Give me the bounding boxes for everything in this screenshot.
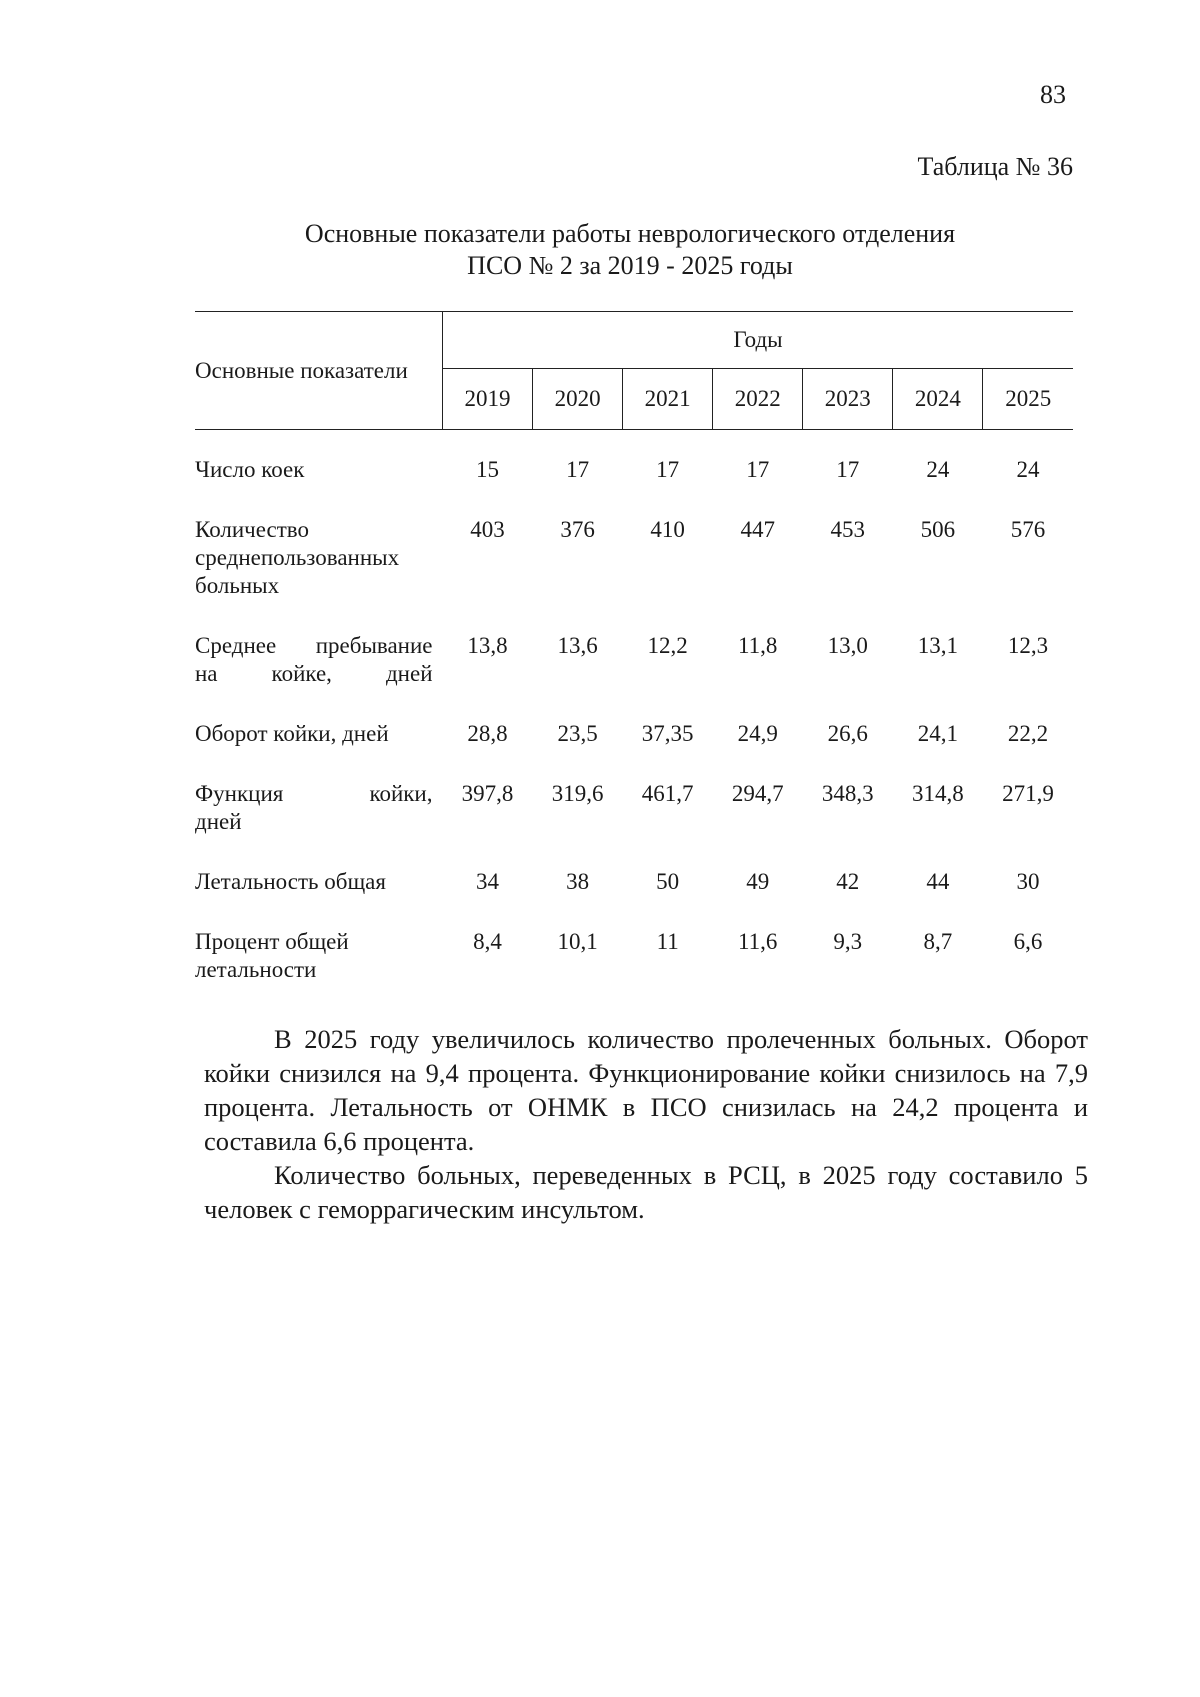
value-cell: 12,3 — [1007, 633, 1049, 658]
value-cell: 13,0 — [827, 633, 868, 658]
value-cell: 24 — [1016, 457, 1040, 482]
label-column-header: Основные показатели — [195, 312, 443, 430]
value-cell: 9,3 — [833, 929, 863, 954]
body-text — [204, 1022, 1088, 1226]
value-cell: 26,6 — [827, 721, 868, 746]
value-cell: 410 — [650, 517, 685, 542]
table-label: Таблица № 36 — [917, 152, 1073, 181]
table-row — [195, 868, 1073, 928]
value-cell: 506 — [920, 517, 956, 542]
table-title-line-2: ПСО № 2 за 2019 - 2025 годы — [467, 251, 793, 280]
value-cell: 10,1 — [557, 929, 598, 954]
value-cell: 15 — [476, 457, 500, 482]
year-header-2022: 2022 — [713, 369, 803, 430]
value-cell: 461,7 — [641, 781, 694, 806]
value-cell: 8,4 — [473, 929, 502, 954]
years-header: Годы — [443, 312, 1074, 369]
value-cell: 50 — [656, 869, 680, 894]
value-cell: 22,2 — [1007, 721, 1049, 746]
row-label: Число коек — [195, 457, 305, 482]
table-row — [195, 780, 1073, 868]
value-cell: 13,8 — [467, 633, 508, 658]
value-cell: 6,6 — [1013, 929, 1043, 954]
year-header-2023: 2023 — [803, 369, 893, 430]
value-cell: 11,8 — [738, 633, 778, 658]
value-cell: 447 — [740, 517, 775, 542]
value-cell: 44 — [926, 869, 950, 894]
value-cell: 397,8 — [461, 781, 514, 806]
table-row — [195, 928, 1073, 1016]
value-cell: 17 — [656, 457, 680, 482]
value-cell: 24 — [926, 457, 950, 482]
row-label: Функция койки, дней — [195, 781, 433, 834]
year-header-2024: 2024 — [893, 369, 983, 430]
value-cell: 11,6 — [738, 929, 778, 954]
value-cell: 13,6 — [557, 633, 598, 658]
value-cell: 34 — [476, 869, 500, 894]
value-cell: 12,2 — [647, 633, 688, 658]
year-header-2019: 2019 — [443, 369, 533, 430]
year-header-2020: 2020 — [533, 369, 623, 430]
value-cell: 294,7 — [731, 781, 784, 806]
table-row — [195, 632, 1073, 720]
paragraph-2: Количество больных, переведенных в РСЦ, в 2025 году составило 5 человек с геморрагическим инсультом. — [204, 1160, 1088, 1224]
table-title-line-1: Основные показатели работы неврологического отделения — [304, 219, 956, 248]
value-cell: 576 — [1010, 517, 1046, 542]
table-title — [180, 218, 1080, 282]
value-cell: 24,1 — [917, 721, 958, 746]
table-body — [195, 430, 1073, 1017]
value-cell: 23,5 — [557, 721, 598, 746]
row-label: Оборот койки, дней — [195, 721, 389, 746]
value-cell: 11 — [656, 929, 679, 954]
year-header-2021: 2021 — [623, 369, 713, 430]
value-cell: 348,3 — [821, 781, 874, 806]
page-number: 83 — [1040, 80, 1066, 109]
row-label: Количество среднепользованных больных — [195, 517, 400, 598]
value-cell: 403 — [470, 517, 505, 542]
row-label: Летальность общая — [195, 869, 386, 894]
row-label: Среднее пребывание на койке, дней — [195, 633, 433, 686]
value-cell: 453 — [830, 517, 866, 542]
value-cell: 8,7 — [923, 929, 953, 954]
value-cell: 30 — [1016, 869, 1040, 894]
value-cell: 24,9 — [737, 721, 778, 746]
value-cell: 376 — [560, 517, 595, 542]
indicators-table — [195, 311, 1073, 1016]
value-cell: 28,8 — [467, 721, 508, 746]
paragraph-1: В 2025 году увеличилось количество пролеченных больных. Оборот койки снизился на 9,4 процента. Функционирование койки снизилось на 7,9 процента. Летальность от ОНМК в ПСО снизилась на 24,2 процента и составила 6,6 процента. — [204, 1024, 1088, 1156]
table-row — [195, 720, 1073, 780]
table-row — [195, 516, 1073, 632]
value-cell: 13,1 — [917, 633, 958, 658]
spacer-cell — [195, 430, 1073, 457]
value-cell: 17 — [746, 457, 770, 482]
value-cell: 271,9 — [1002, 781, 1054, 806]
value-cell: 38 — [566, 869, 590, 894]
value-cell: 49 — [746, 869, 770, 894]
value-cell: 17 — [836, 457, 860, 482]
row-label: Процент общей летальности — [195, 929, 349, 982]
value-cell: 17 — [566, 457, 590, 482]
spacer-row — [195, 430, 1073, 457]
year-header-2025: 2025 — [983, 369, 1073, 430]
value-cell: 42 — [836, 869, 860, 894]
value-cell: 319,6 — [551, 781, 604, 806]
table-row — [195, 456, 1073, 516]
value-cell: 314,8 — [911, 781, 964, 806]
value-cell: 37,35 — [641, 721, 694, 746]
